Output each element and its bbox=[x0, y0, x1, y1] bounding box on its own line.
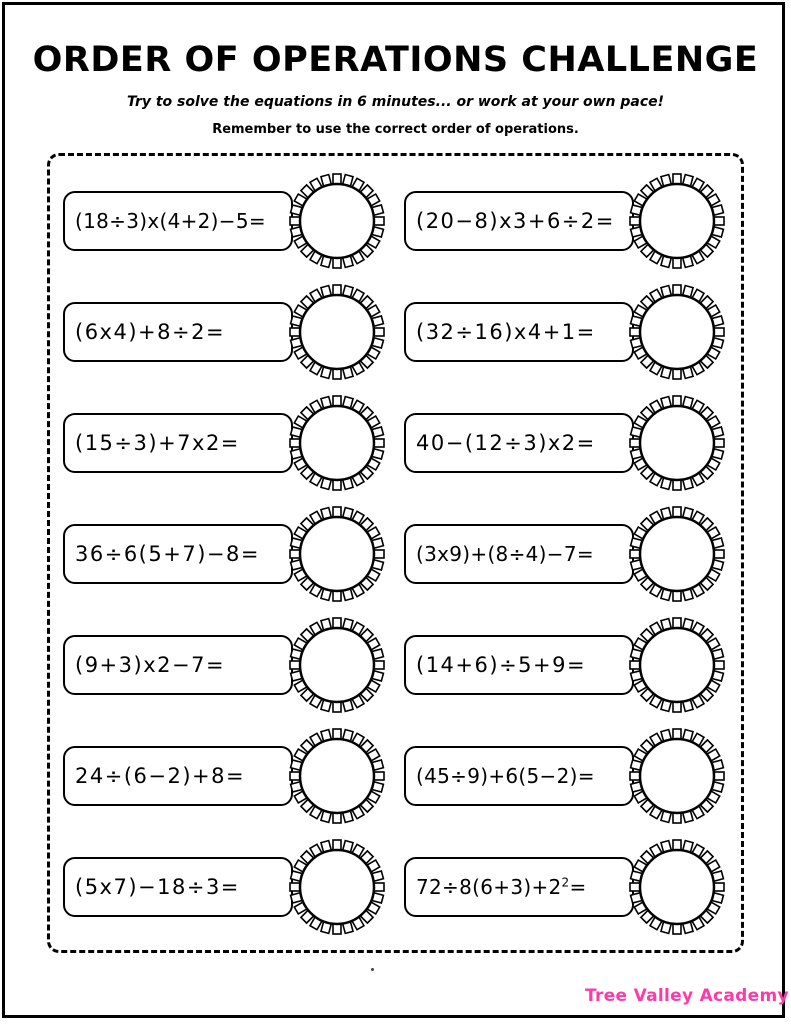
answer-circle bbox=[300, 406, 374, 480]
answer-circle bbox=[300, 517, 374, 591]
equation-box bbox=[63, 857, 293, 917]
worksheet-subtitle: Try to solve the equations in 6 minutes... or work at your own pace! bbox=[126, 94, 665, 110]
answer-circle bbox=[300, 184, 374, 258]
equation-box bbox=[404, 746, 634, 806]
equation-text: (9+3)x2−7= bbox=[75, 653, 226, 677]
sun-icon bbox=[627, 504, 727, 604]
answer-sun-circle[interactable] bbox=[627, 171, 727, 271]
answer-sun-circle[interactable] bbox=[627, 615, 727, 715]
answer-sun-circle[interactable] bbox=[287, 837, 387, 937]
answer-circle bbox=[640, 850, 714, 924]
answer-sun-circle[interactable] bbox=[287, 393, 387, 493]
worksheet-title: ORDER OF OPERATIONS CHALLENGE bbox=[32, 40, 759, 80]
answer-sun-circle[interactable] bbox=[287, 504, 387, 604]
answer-sun-circle[interactable] bbox=[287, 171, 387, 271]
equation-box bbox=[63, 413, 293, 473]
sun-icon bbox=[627, 837, 727, 937]
answer-circle bbox=[300, 295, 374, 369]
equation-text bbox=[416, 875, 587, 899]
sun-icon bbox=[287, 837, 387, 937]
answer-circle bbox=[640, 184, 714, 258]
equation-text: (15÷3)+7x2= bbox=[75, 431, 240, 455]
answer-circle bbox=[300, 628, 374, 702]
answer-sun-circle[interactable] bbox=[627, 504, 727, 604]
decorative-dot bbox=[371, 968, 374, 971]
answer-sun-circle[interactable] bbox=[627, 726, 727, 826]
footer-brand: Tree Valley Academy bbox=[585, 986, 789, 1006]
equation-box bbox=[404, 302, 634, 362]
equation-box bbox=[63, 191, 293, 251]
equation-text: (32÷16)x4+1= bbox=[416, 320, 596, 344]
worksheet-reminder: Remember to use the correct order of operations. bbox=[212, 122, 579, 137]
equation-box bbox=[63, 524, 293, 584]
answer-sun-circle[interactable] bbox=[627, 837, 727, 937]
answer-circle bbox=[300, 739, 374, 813]
sun-icon bbox=[627, 726, 727, 826]
answer-sun-circle[interactable] bbox=[287, 282, 387, 382]
sun-icon bbox=[287, 726, 387, 826]
answer-circle bbox=[640, 406, 714, 480]
sun-icon bbox=[627, 282, 727, 382]
answer-sun-circle[interactable] bbox=[287, 726, 387, 826]
sun-icon bbox=[287, 171, 387, 271]
answer-circle bbox=[640, 628, 714, 702]
answer-circle bbox=[640, 295, 714, 369]
answer-sun-circle[interactable] bbox=[287, 615, 387, 715]
answer-sun-circle[interactable] bbox=[627, 393, 727, 493]
equation-base: 72÷8(6+3)+2 bbox=[416, 875, 562, 899]
equation-box bbox=[63, 635, 293, 695]
equation-text: (20−8)x3+6÷2= bbox=[416, 209, 615, 233]
equation-box bbox=[404, 413, 634, 473]
equation-text: (45÷9)+6(5−2)= bbox=[416, 764, 595, 788]
equation-text: (6x4)+8÷2= bbox=[75, 320, 226, 344]
equation-text: (18÷3)x(4+2)−5= bbox=[75, 209, 266, 233]
sun-icon bbox=[287, 282, 387, 382]
equation-box bbox=[404, 191, 634, 251]
equation-text: (3x9)+(8÷4)−7= bbox=[416, 542, 594, 566]
equation-box bbox=[63, 302, 293, 362]
sun-icon bbox=[627, 171, 727, 271]
sun-icon bbox=[627, 615, 727, 715]
equation-text: 40−(12÷3)x2= bbox=[416, 431, 596, 455]
equation-text: (5x7)−18÷3= bbox=[75, 875, 240, 899]
equation-box bbox=[63, 746, 293, 806]
answer-circle bbox=[300, 850, 374, 924]
sun-icon bbox=[287, 393, 387, 493]
equation-equals: = bbox=[569, 875, 587, 899]
equation-text: (14+6)÷5+9= bbox=[416, 653, 587, 677]
sun-icon bbox=[287, 504, 387, 604]
equation-text: 36÷6(5+7)−8= bbox=[75, 542, 260, 566]
equation-exponent: 2 bbox=[561, 875, 570, 890]
answer-circle bbox=[640, 739, 714, 813]
equation-box bbox=[404, 524, 634, 584]
equation-box bbox=[404, 635, 634, 695]
sun-icon bbox=[627, 393, 727, 493]
answer-sun-circle[interactable] bbox=[627, 282, 727, 382]
equation-box bbox=[404, 857, 634, 917]
answer-circle bbox=[640, 517, 714, 591]
equation-text: 24÷(6−2)+8= bbox=[75, 764, 246, 788]
sun-icon bbox=[287, 615, 387, 715]
